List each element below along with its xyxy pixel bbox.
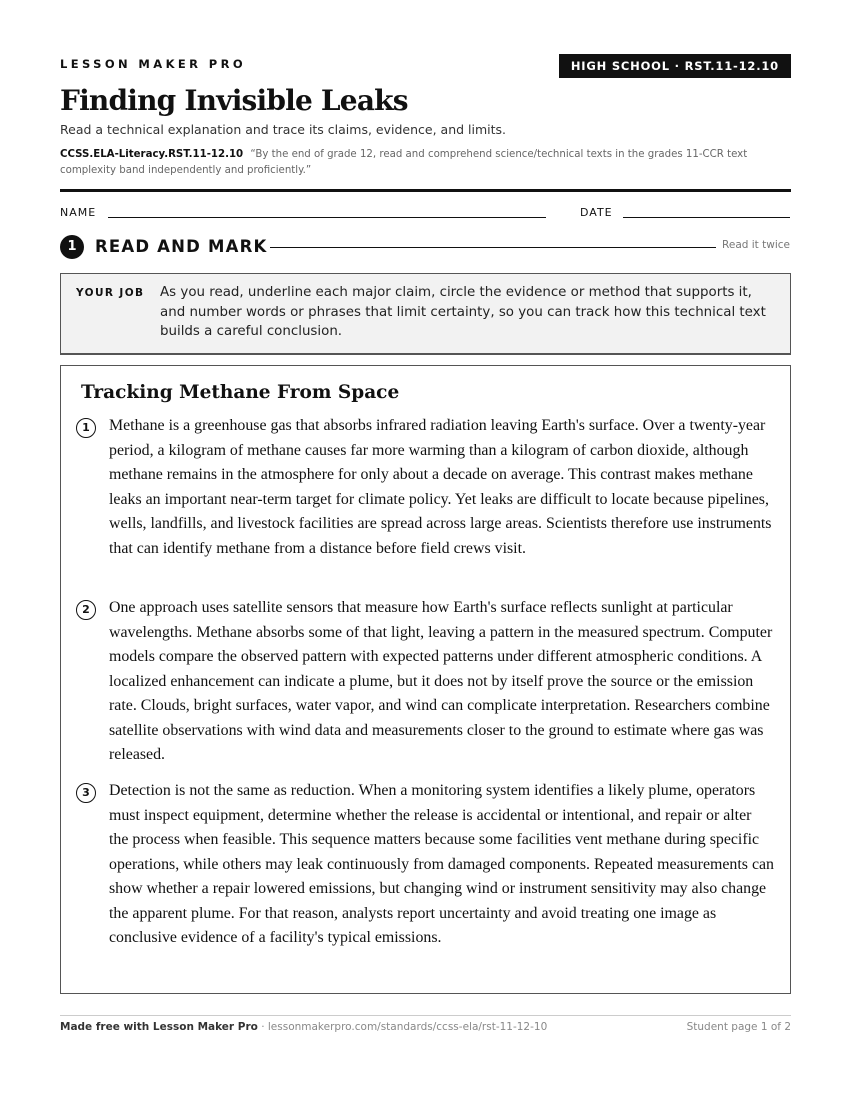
footer-made-with: Made free with Lesson Maker Pro [60, 1021, 258, 1033]
section-title: READ AND MARK [95, 237, 268, 256]
page-subtitle: Read a technical explanation and trace its claims, evidence, and limits. [60, 122, 507, 137]
standard-statement [60, 147, 795, 179]
page-title: Finding Invisible Leaks [60, 84, 408, 117]
name-label: NAME [60, 206, 97, 219]
passage-paragraph: Detection is not the same as reduction. When a monitoring system identifies a likely plume, operators must inspect equipment, determine whether the release is accidental or intentional, and repair or alter the process when feasible. This sequence matters because some facilities vent methane during specific operations, while others may leak continuously from damaged components. Repeated measurements can show whether a repair lowered emissions, but changing wind or instrument sensitivity may also change the apparent plume. For that reason, analysts report uncertainty and avoid treating one image as conclusive evidence of a facility's typical emissions. [109, 782, 775, 946]
paragraph-number-badge: 1 [76, 418, 96, 438]
standard-text: “By the end of grade 12, read and comprehend science/technical texts in the grades 11-CCR text complexity band independently and proficiently.” [60, 149, 748, 176]
paragraph-number-badge: 3 [76, 783, 96, 803]
header-divider [60, 189, 791, 192]
passage-paragraph: Methane is a greenhouse gas that absorbs infrared radiation leaving Earth's surface. Over a twenty-year period, a kilogram of methane causes far more warming than a kilogram of carbon dioxide, although methane remains in the atmosphere for only about a decade on average. This contrast makes methane leaks an important near-term target for climate policy. Yet leaks are difficult to locate because pipelines, wells, landfills, and livestock facilities are spread across large areas. Scientists therefore use instruments that can identify methane from a distance before field crews visit. [109, 417, 772, 557]
section-number-badge: 1 [60, 235, 84, 259]
footer-divider [60, 1015, 791, 1016]
grade-badge: HIGH SCHOOL · RST.11-12.10 [559, 54, 791, 78]
passage-title: Tracking Methane From Space [81, 382, 400, 403]
footer-page-number: Student page 1 of 2 [686, 1021, 791, 1033]
date-line[interactable] [623, 217, 790, 218]
section-note: Read it twice [722, 239, 790, 251]
job-instructions: As you read, underline each major claim, circle the evidence or method that supports it, and number words or phrases that limit certainty, so you can track how this technical text builds a careful conclusion. [160, 285, 766, 340]
passage-box [60, 365, 791, 994]
name-line[interactable] [108, 217, 546, 218]
footer-url[interactable]: · lessonmakerpro.com/standards/ccss-ela/rst-11-12-10 [257, 1021, 548, 1033]
footer-credit [60, 1021, 547, 1033]
passage-paragraph: One approach uses satellite sensors that measure how Earth's surface reflects sunlight at particular wavelengths. Methane absorbs some of that light, leaving a pattern in the measured spectrum. Computer models compare the observed pattern with expected patterns under different atmospheric conditions. A localized enhancement can indicate a plume, but it does not by itself prove the source or the emission rate. Clouds, bright surfaces, water vapor, and wind can complicate interpretation. Researchers combine satellite observations with wind data and measurements closer to the ground to estimate where gas was released. [109, 599, 773, 763]
section-divider [270, 247, 716, 248]
job-box [60, 273, 791, 355]
standard-code: CCSS.ELA-Literacy.RST.11-12.10 [60, 149, 244, 160]
job-label: YOUR JOB [76, 287, 145, 299]
date-label: DATE [580, 206, 613, 219]
brand-name: LESSON MAKER PRO [60, 57, 247, 71]
paragraph-number-badge: 2 [76, 600, 96, 620]
